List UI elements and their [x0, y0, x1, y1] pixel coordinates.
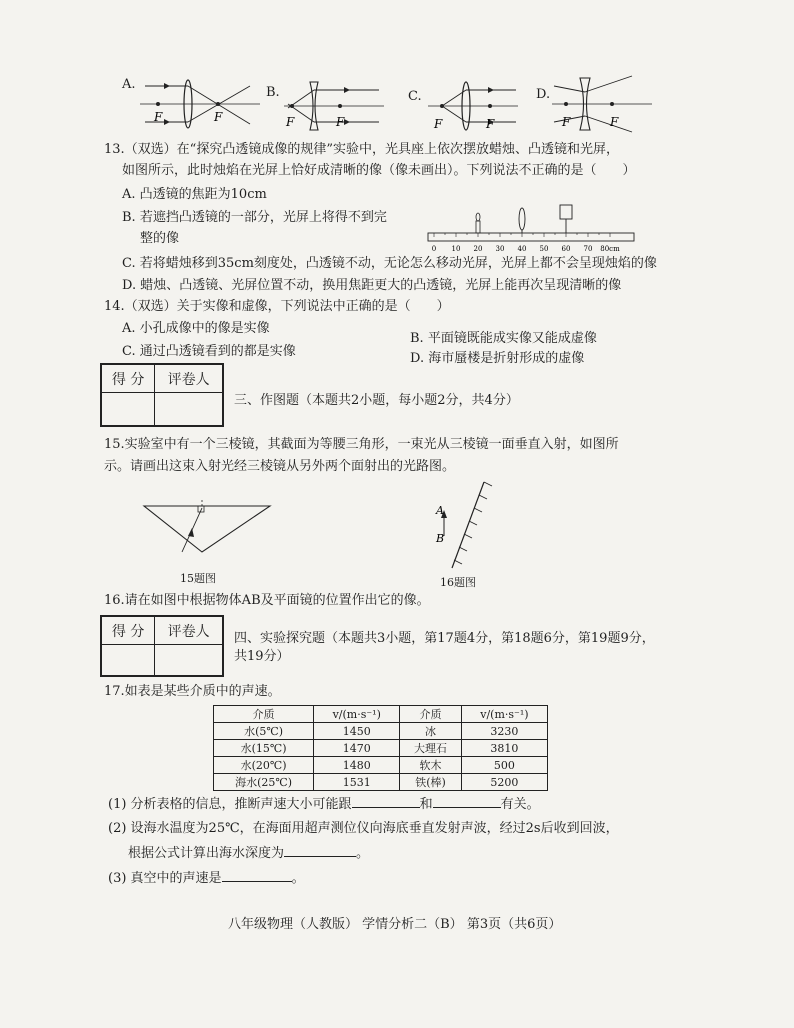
table-cell: 1531 — [314, 774, 400, 791]
table-header: 介质 — [214, 706, 314, 723]
q14-option-b: B. 平面镜既能成实像又能成虚像 — [410, 331, 597, 346]
focus-label: F — [562, 115, 571, 129]
section4-title-line2: 共19分） — [234, 649, 290, 664]
lens-diagram-a — [140, 74, 260, 134]
score-cell[interactable] — [102, 645, 155, 676]
table-cell: 大理石 — [400, 740, 461, 757]
q13-option-b-line1: B. 若遮挡凸透镜的一部分，光屏上将得不到完 — [122, 210, 387, 225]
page-footer: 八年级物理（人教版） 学情分析二（B） 第3页（共6页） — [228, 917, 562, 932]
table-cell: 冰 — [400, 723, 461, 740]
table-cell: 水(15℃) — [214, 740, 314, 757]
convex-lens — [519, 208, 525, 230]
table-cell: 软木 — [400, 757, 461, 774]
ruler-tick-label: 20 — [473, 245, 483, 253]
q13-stem-line1: 13.（双选）在“探究凸透镜成像的规律”实验中，光具座上依次摆放蜡烛、凸透镜和光屏， — [104, 142, 619, 157]
q17-sub1-text-a: (1) 分析表格的信息，推断声速大小可能跟 — [108, 797, 352, 812]
table-cell: 水(5℃) — [214, 723, 314, 740]
q14-option-a: A. 小孔成像中的像是实像 — [122, 321, 270, 336]
q16-text: 16.请在如图中根据物体AB及平面镜的位置作出它的像。 — [104, 593, 430, 608]
table-cell: 水(20℃) — [214, 757, 314, 774]
table-cell: 1480 — [314, 757, 400, 774]
light-screen — [560, 205, 572, 219]
q17-sub1 — [108, 796, 540, 814]
answer-blank[interactable] — [433, 807, 501, 808]
q17-sub2-line1: (2) 设海水温度为25℃，在海面用超声测位仪向海底垂直发射声波，经过2s后收到回波， — [108, 821, 619, 836]
table-cell: 500 — [461, 757, 547, 774]
table-cell: 海水(25℃) — [214, 774, 314, 791]
ruler-tick-label: 80cm — [600, 245, 620, 253]
sound-speed-table — [213, 705, 548, 791]
q16-fig-caption: 16题图 — [440, 576, 476, 589]
grader-cell[interactable] — [155, 645, 223, 676]
answer-blank[interactable] — [352, 807, 420, 808]
table-cell: 5200 — [461, 774, 547, 791]
focus-label: F — [154, 110, 163, 124]
section3-title: 三、作图题（本题共2小题，每小题2分，共4分） — [234, 393, 519, 408]
score-label: 得 分 — [102, 365, 155, 393]
q15-fig-caption: 15题图 — [180, 572, 216, 585]
table-cell: 3810 — [461, 740, 547, 757]
answer-blank[interactable] — [284, 856, 356, 857]
score-cell[interactable] — [102, 393, 155, 426]
candle-flame — [476, 213, 480, 221]
ruler-tick-label: 50 — [539, 245, 549, 253]
option-c-label: C. — [408, 89, 422, 104]
ruler-tick-label: 70 — [583, 245, 593, 253]
table-header: v/(m·s⁻¹) — [461, 706, 547, 723]
table-cell: 1450 — [314, 723, 400, 740]
q14-stem: 14.（双选）关于实像和虚像，下列说法中正确的是（ ） — [104, 299, 450, 314]
q13-option-c: C. 若将蜡烛移到35cm刻度处，凸透镜不动，无论怎么移动光屏，光屏上都不会呈现烛焰的像 — [122, 256, 657, 271]
table-header: v/(m·s⁻¹) — [314, 706, 400, 723]
q17-sub2-text-a: 根据公式计算出海水深度为 — [128, 846, 285, 861]
option-d-label: D. — [536, 87, 551, 102]
q17-sub3-text-a: (3) 真空中的声速是 — [108, 871, 222, 886]
lens-diagram-d — [552, 74, 652, 134]
q13-option-a: A. 凸透镜的焦距为10cm — [122, 187, 267, 202]
q17-sub1-text-c: 有关。 — [500, 797, 540, 812]
ruler-tick-label: 10 — [451, 245, 461, 253]
lens-diagram-b — [284, 76, 384, 136]
table-header-row — [214, 706, 548, 723]
section4-title-line1: 四、实验探究题（本题共3小题，第17题4分，第18题6分，第19题9分， — [234, 631, 655, 646]
focus-label: F — [486, 117, 495, 131]
mirror-figure — [434, 478, 494, 573]
q13-stem-line2: 如图所示，此时烛焰在光屏上恰好成清晰的像（像未画出）。下列说法不正确的是（ ） — [122, 163, 636, 178]
ruler-tick-label: 0 — [431, 245, 437, 253]
table-row — [214, 740, 548, 757]
q17-sub2-line2 — [128, 845, 369, 863]
score-label: 得 分 — [102, 617, 155, 645]
table-row — [214, 723, 548, 740]
table-cell: 1470 — [314, 740, 400, 757]
grader-cell[interactable] — [155, 393, 223, 426]
table-cell: 3230 — [461, 723, 547, 740]
q13-option-d: D. 蜡烛、凸透镜、光屏位置不动，换用焦距更大的凸透镜，光屏上能再次呈现清晰的像 — [122, 278, 622, 293]
q14-option-d: D. 海市蜃楼是折射形成的虚像 — [410, 351, 585, 366]
grader-label: 评卷人 — [155, 617, 223, 645]
focus-label: F — [214, 110, 223, 124]
q17-stem: 17.如表是某些介质中的声速。 — [104, 684, 281, 699]
focus-label: F — [610, 115, 619, 129]
lens-options-row — [0, 70, 794, 140]
ruler-tick-label: 60 — [561, 245, 571, 253]
prism-figure — [142, 500, 272, 560]
ruler-tick-label: 40 — [517, 245, 527, 253]
q17-sub3-text-b: 。 — [291, 871, 305, 886]
grader-label: 评卷人 — [155, 365, 223, 393]
table-cell: 铁(棒) — [400, 774, 461, 791]
q17-sub2-text-b: 。 — [356, 846, 370, 861]
point-b-label: B — [436, 532, 445, 545]
option-b-label: B. — [266, 85, 280, 100]
focus-label: F — [336, 115, 345, 129]
q17-sub3 — [108, 870, 305, 888]
focus-label: F — [434, 117, 443, 131]
focus-label: F — [286, 115, 295, 129]
q15-line2: 示。请画出这束入射光经三棱镜从另外两个面射出的光路图。 — [104, 459, 456, 474]
point-a-label: A — [436, 504, 444, 517]
ruler-tick-label: 30 — [495, 245, 505, 253]
table-row — [214, 757, 548, 774]
lens-diagram-c — [428, 76, 518, 136]
option-a-label: A. — [122, 77, 136, 92]
optical-bench-figure — [426, 203, 646, 253]
score-box-section4 — [100, 615, 224, 677]
q17-sub1-text-b: 和 — [419, 797, 433, 812]
q14-option-c: C. 通过凸透镜看到的都是实像 — [122, 344, 296, 359]
answer-blank[interactable] — [222, 881, 292, 882]
ruler-bar — [428, 233, 634, 241]
score-box-section3 — [100, 363, 224, 427]
candle — [476, 221, 480, 233]
q13-option-b-line2: 整的像 — [140, 231, 180, 246]
table-row — [214, 774, 548, 791]
q15-line1: 15.实验室中有一个三棱镜，其截面为等腰三角形，一束光从三棱镜一面垂直入射，如图所 — [104, 437, 619, 452]
table-header: 介质 — [400, 706, 461, 723]
